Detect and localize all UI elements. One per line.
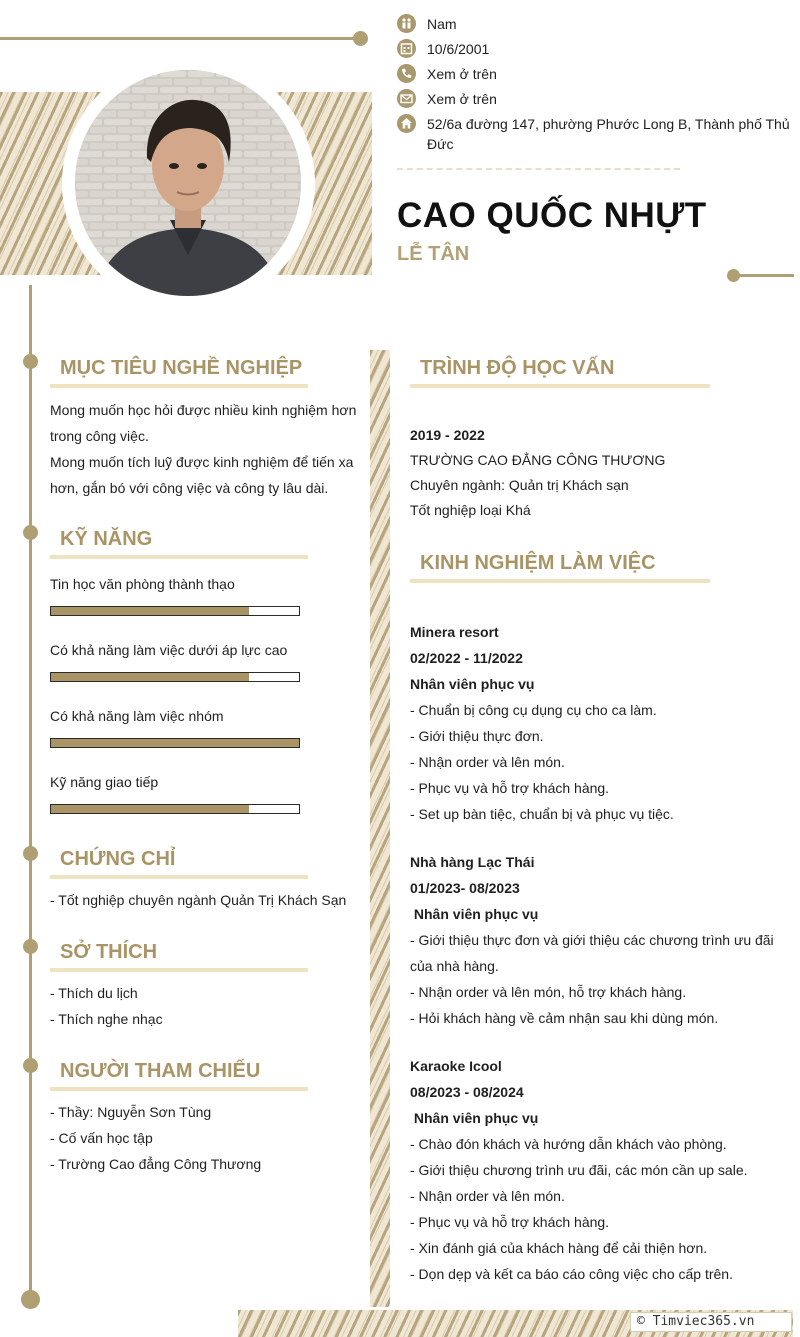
- skills-title-bar: [50, 555, 308, 559]
- home-icon: [397, 114, 416, 133]
- objective-line: trong công việc.: [50, 428, 149, 444]
- experience-title-bar: [410, 579, 710, 583]
- job-duty: - Hỏi khách hàng về cảm nhận sau khi dùng món.: [410, 1010, 719, 1026]
- timeline-dot-certificates: [23, 846, 38, 861]
- timeline-dot-objective: [23, 354, 38, 369]
- timeline-end-dot: [21, 1290, 40, 1309]
- objective-line: hơn, gắn bó với công việc và công ty lâu dài.: [50, 480, 329, 496]
- contact-birthday: [397, 39, 792, 59]
- left-timeline: [29, 285, 32, 1298]
- job-role: Nhân viên phục vụ: [410, 676, 535, 692]
- job-duty: - Set up bàn tiệc, chuẩn bị và phục vụ tiệc.: [410, 806, 674, 822]
- objective-line: Mong muốn tích luỹ được kinh nghiệm để tiến xa: [50, 454, 354, 470]
- job-period: 02/2022 - 11/2022: [410, 650, 523, 666]
- candidate-position: LỄ TÂN: [397, 243, 470, 265]
- skill-level-bar: [50, 606, 300, 616]
- contact-divider: [397, 168, 680, 170]
- skill-label: Có khả năng làm việc dưới áp lực cao: [50, 642, 288, 658]
- education-title: TRÌNH ĐỘ HỌC VẤN: [420, 357, 615, 379]
- contact-address: [397, 114, 792, 154]
- contact-gender-text: Nam: [427, 16, 457, 32]
- watermark: © Timviec365.vn: [630, 1312, 792, 1332]
- job-duty: - Nhận order và lên món.: [410, 1188, 565, 1204]
- timeline-dot-hobbies: [23, 939, 38, 954]
- skill-level-bar: [50, 738, 300, 748]
- experience-job: [410, 1053, 795, 1287]
- job-company: Karaoke Icool: [410, 1058, 502, 1074]
- job-duty: - Giới thiệu thực đơn.: [410, 728, 544, 744]
- timeline-dot-references: [23, 1058, 38, 1073]
- job-period: 01/2023- 08/2023: [410, 880, 520, 896]
- skill-label: Tin học văn phòng thành thạo: [50, 576, 235, 592]
- job-duty: - Chào đón khách và hướng dẫn khách vào phòng.: [410, 1136, 727, 1152]
- top-decor-dot: [353, 31, 368, 46]
- email-icon: [397, 89, 416, 108]
- job-period: 08/2023 - 08/2024: [410, 1084, 524, 1100]
- contact-email: [397, 89, 792, 109]
- skill-level-fill: [51, 673, 249, 681]
- phone-icon: [397, 64, 416, 83]
- certificates-text: [50, 887, 370, 913]
- certificates-title: CHỨNG CHỈ: [60, 848, 176, 870]
- contact-gender: [397, 14, 792, 34]
- experience-job: [410, 619, 795, 827]
- contact-phone-text: Xem ở trên: [427, 66, 497, 82]
- job-duty: của nhà hàng.: [410, 958, 499, 974]
- job-company: Minera resort: [410, 624, 499, 640]
- certificates-title-bar: [50, 875, 308, 879]
- candidate-name: CAO QUỐC NHỰT: [397, 196, 707, 235]
- skill-level-bar: [50, 804, 300, 814]
- education-grade: Tốt nghiệp loại Khá: [410, 502, 531, 518]
- job-duty: - Chuẩn bị công cụ dụng cụ cho ca làm.: [410, 702, 657, 718]
- references-text: [50, 1099, 370, 1177]
- contact-info: [397, 14, 792, 159]
- objective-text: [50, 397, 370, 501]
- reference-line: - Cố vấn học tập: [50, 1130, 153, 1146]
- hobbies-text: [50, 980, 370, 1032]
- education-period: 2019 - 2022: [410, 427, 485, 443]
- job-role: Nhân viên phục vụ: [410, 1110, 539, 1126]
- contact-email-text: Xem ở trên: [427, 91, 497, 107]
- skill-level-fill: [51, 607, 249, 615]
- timeline-dot-skills: [23, 525, 38, 540]
- hobby-line: - Thích du lịch: [50, 985, 138, 1001]
- job-duty: - Xin đánh giá của khách hàng để cải thiện hơn.: [410, 1240, 708, 1256]
- hobbies-title-bar: [50, 968, 308, 972]
- column-divider-stripe: [370, 350, 390, 1307]
- skill-level-fill: [51, 739, 299, 747]
- education-title-bar: [410, 384, 710, 388]
- skill-level-bar: [50, 672, 300, 682]
- skill-level-fill: [51, 805, 249, 813]
- job-duty: - Nhận order và lên món.: [410, 754, 565, 770]
- top-decor-line: [0, 37, 355, 40]
- job-duty: - Phục vụ và hỗ trợ khách hàng.: [410, 780, 610, 796]
- objective-title-bar: [50, 384, 308, 388]
- references-title-bar: [50, 1087, 308, 1091]
- calendar-icon: [397, 39, 416, 58]
- experience-title: KINH NGHIỆM LÀM VIỆC: [420, 552, 656, 574]
- contact-phone: [397, 64, 792, 84]
- education-school: TRƯỜNG CAO ĐẲNG CÔNG THƯƠNG: [410, 452, 666, 468]
- job-duty: - Phục vụ và hỗ trợ khách hàng.: [410, 1214, 610, 1230]
- reference-line: - Trường Cao đẳng Công Thương: [50, 1156, 262, 1172]
- skills-title: KỸ NĂNG: [60, 528, 153, 550]
- gender-icon: [397, 14, 416, 33]
- job-duty: - Dọn dẹp và kết ca báo cáo công việc cho cấp trên.: [410, 1266, 733, 1282]
- profile-photo: [75, 70, 301, 296]
- contact-address-text: 52/6a đường 147, phường Phước Long B, Thành phố Thủ Đức: [427, 116, 790, 152]
- certificate-line: - Tốt nghiệp chuyên ngành Quản Trị Khách Sạn: [50, 892, 347, 908]
- job-role: Nhân viên phục vụ: [410, 906, 539, 922]
- hobby-line: - Thích nghe nhạc: [50, 1011, 163, 1027]
- job-company: Nhà hàng Lạc Thái: [410, 854, 535, 870]
- job-duty: - Nhận order và lên món, hỗ trợ khách hàng.: [410, 984, 687, 1000]
- education-major: Chuyên ngành: Quản trị Khách sạn: [410, 477, 629, 493]
- name-decor-line: [738, 274, 794, 277]
- objective-line: Mong muốn học hỏi được nhiều kinh nghiệm hơn: [50, 402, 357, 418]
- references-title: NGƯỜI THAM CHIẾU: [60, 1060, 261, 1082]
- job-duty: - Giới thiệu thực đơn và giới thiệu các chương trình ưu đãi: [410, 932, 774, 948]
- experience-job: [410, 849, 795, 1031]
- objective-title: MỤC TIÊU NGHỀ NGHIỆP: [60, 357, 303, 379]
- skill-label: Có khả năng làm việc nhóm: [50, 708, 224, 724]
- job-duty: - Giới thiệu chương trình ưu đãi, các món cần up sale.: [410, 1162, 748, 1178]
- education-entry: [410, 423, 790, 523]
- reference-line: - Thầy: Nguyễn Sơn Tùng: [50, 1104, 212, 1120]
- skill-label: Kỹ năng giao tiếp: [50, 774, 159, 790]
- hobbies-title: SỞ THÍCH: [60, 941, 158, 963]
- contact-birthday-text: 10/6/2001: [427, 41, 490, 57]
